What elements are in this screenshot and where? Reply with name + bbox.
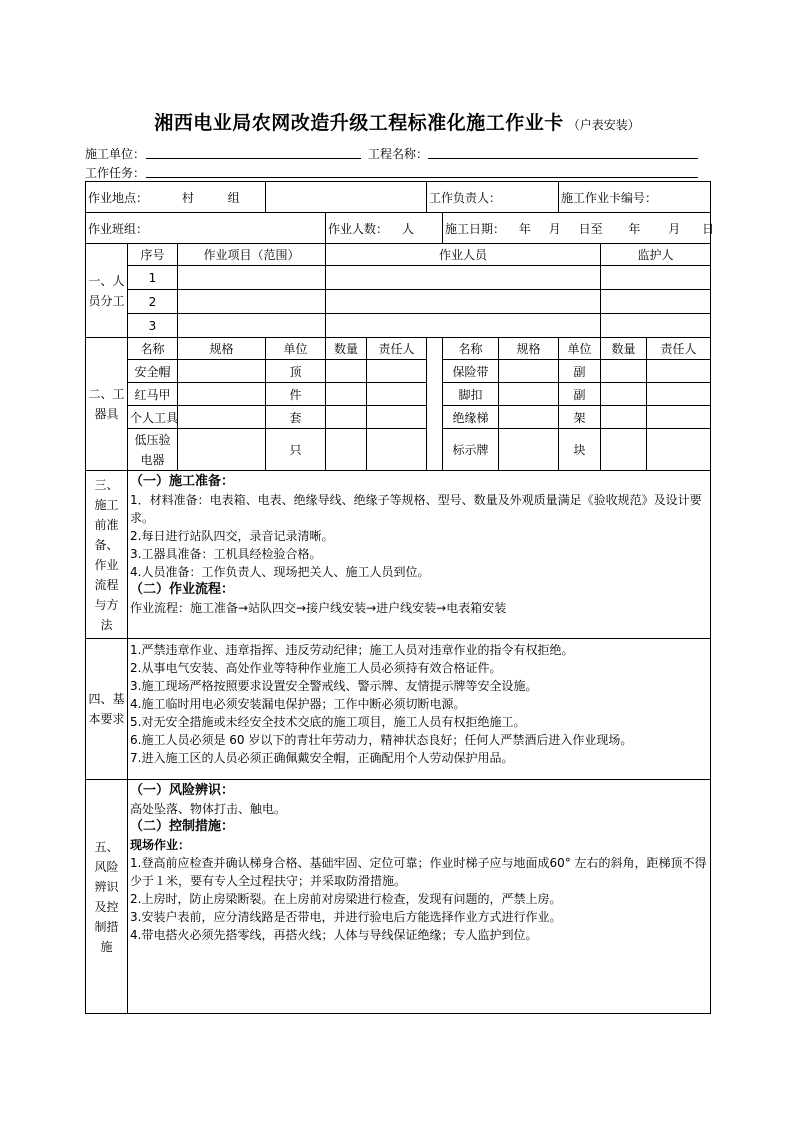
tools-row: 红马甲 件 脚扣 副 <box>86 383 711 406</box>
tools-row: 低压验电器 只 标示牌 块 <box>86 429 711 471</box>
staff-row: 1 <box>86 266 711 290</box>
prep-item: 4.人员准备：工作负责人、现场把关人、施工人员到位。 <box>130 565 430 579</box>
requirement-item: 1.严禁违章作业、违章指挥、违反劳动纪律；施工人员对违章作业的指令有权拒绝。 <box>130 643 574 657</box>
unit-field[interactable] <box>146 158 361 159</box>
document-title <box>0 108 794 135</box>
date-cell[interactable]: 施工日期： 年 月 日至 年 月 日 <box>443 213 711 244</box>
tools-row: 安全帽 顶 保险带 副 <box>86 360 711 383</box>
risk-content <box>128 780 711 1014</box>
section-staff: 一、人员分工 <box>86 244 128 338</box>
requirements-row <box>86 639 711 780</box>
title-main: 湘西电业局农网改造升级工程标准化施工作业卡 <box>154 112 564 134</box>
team-row <box>86 213 711 244</box>
unit-label: 施工单位： <box>85 147 146 161</box>
requirement-item: 5.对无安全措施或未经安全技术交底的施工项目，施工人员有权拒绝施工。 <box>130 715 526 729</box>
leader-cell[interactable]: 工作负责人： <box>427 182 559 213</box>
prep-row <box>86 471 711 639</box>
prep-item: 2.每日进行站队四交，录音记录清晰。 <box>130 529 334 543</box>
card-no-cell[interactable]: 施工作业卡编号： <box>559 182 711 213</box>
project-field[interactable] <box>428 158 698 159</box>
section-prep: 三、施工前准备、作业流程与方法 <box>86 471 128 639</box>
prep-content <box>128 471 711 639</box>
requirements-content <box>128 639 711 780</box>
risk-row <box>86 780 711 1014</box>
work-card-table <box>85 181 715 1014</box>
team-cell[interactable]: 作业班组： <box>86 213 326 244</box>
prep-flow: 作业流程：施工准备→站队四交→接户线安装→进户线安装→电表箱安装 <box>130 601 507 615</box>
prep-item: 1．材料准备：电表箱、电表、绝缘导线、绝缘子等规格、型号、数量及外观质量满足《验收规范》及设计要求。 <box>130 493 702 525</box>
staff-header-row <box>86 244 711 266</box>
requirement-item: 3.施工现场严格按照要求设置安全警戒线、警示牌、友情提示牌等安全设施。 <box>130 679 538 693</box>
requirement-item: 7.进入施工区的人员必须正确佩戴安全帽，正确配用个人劳动保护用品。 <box>130 751 514 765</box>
staff-col-no: 序号 <box>128 244 178 266</box>
project-label: 工程名称： <box>368 147 429 161</box>
requirement-item: 2.从事电气安装、高处作业等特种作业施工人员必须持有效合格证件。 <box>130 661 502 675</box>
requirement-item: 6.施工人员必须是 60 岁以下的青壮年劳动力，精神状态良好；任何人严禁酒后进入作业现场。 <box>130 733 633 747</box>
task-label: 工作任务： <box>85 166 146 180</box>
title-subtitle: （户表安装） <box>567 118 640 132</box>
staff-col-guardian: 监护人 <box>601 244 711 266</box>
requirement-item: 4.施工临时用电必须安装漏电保护器；工作中断必须切断电源。 <box>130 697 466 711</box>
staff-row: 2 <box>86 290 711 314</box>
risk-list: 高处坠落、物体打击、触电。 <box>130 802 287 816</box>
risk-heading-1: （一）风险辨识： <box>130 783 235 798</box>
count-cell[interactable]: 作业人数： 人 <box>326 213 443 244</box>
task-field[interactable] <box>146 177 698 178</box>
staff-row: 3 <box>86 314 711 338</box>
staff-col-workers: 作业人员 <box>326 244 601 266</box>
prep-item: 3.工器具准备：工机具经检验合格。 <box>130 547 322 561</box>
staff-col-item: 作业项目（范围） <box>178 244 326 266</box>
location-row <box>86 182 711 213</box>
tools-row: 个人工具 套 绝缘梯 架 <box>86 406 711 429</box>
prep-heading-1: （一）施工准备： <box>130 474 235 489</box>
section-requirements: 四、基本要求 <box>86 639 128 780</box>
prep-heading-2: （二）作业流程： <box>130 582 235 597</box>
location-cell[interactable]: 作业地点： 村 组 <box>86 182 266 213</box>
risk-measure: 2.上房时，防止房梁断裂。在上房前对房梁进行检查，发现有问题的，严禁上房。 <box>130 892 562 906</box>
risk-heading-3: 现场作业： <box>130 838 191 852</box>
section-tools: 二、工器具 <box>86 338 128 471</box>
tools-header-row: 二、工器具 名称 规格 单位 数量 责任人 名称 规格 单位 数量 责任人 <box>86 338 711 360</box>
risk-heading-2: （二）控制措施： <box>130 819 235 834</box>
empty-cell <box>266 182 427 213</box>
risk-measure: 3.安装户表前，应分清线路是否带电，并进行验电后方能选择作业方式进行作业。 <box>130 910 562 924</box>
section-risk: 五、风险辨识及控制措施 <box>86 780 128 1014</box>
risk-measure: 1.登高前应检查并确认梯身合格、基础牢固、定位可靠；作业时梯子应与地面成60° 左右的斜角，距梯顶不得少于１米，要有专人全过程扶守；并采取防滑措施。 <box>130 856 707 888</box>
risk-measure: 4.带电搭火必须先搭零线，再搭火线；人体与导线保证绝缘；专人监护到位。 <box>130 928 538 942</box>
